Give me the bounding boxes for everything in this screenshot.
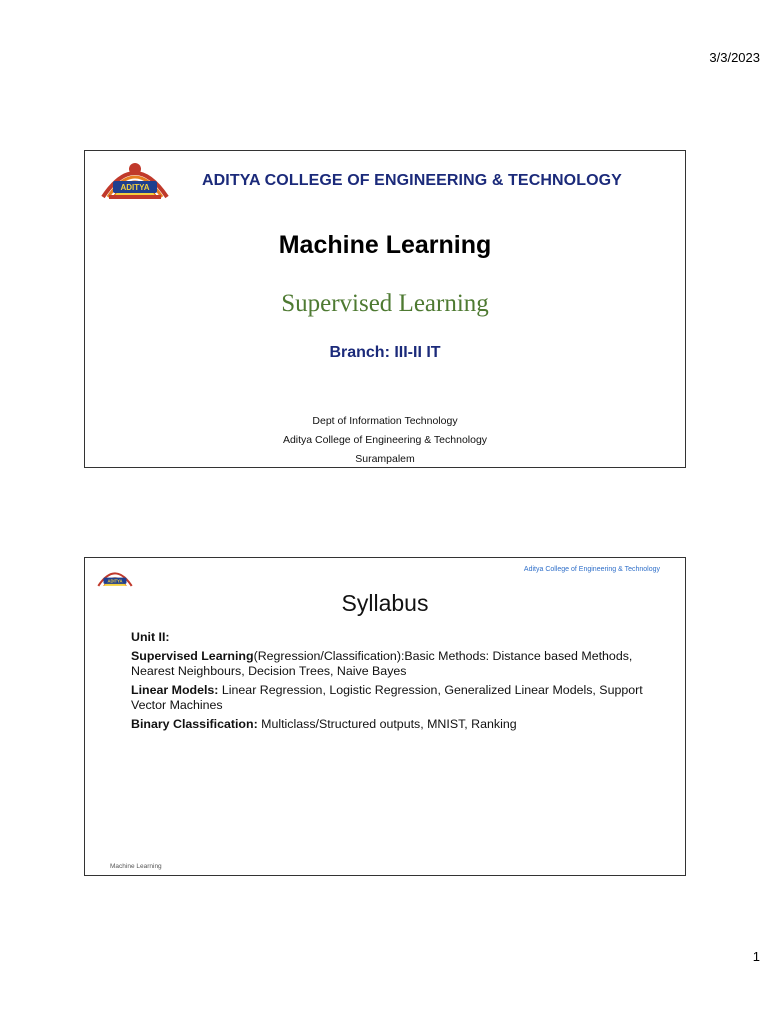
logo-text: ADITYA	[120, 183, 150, 192]
dept-line: Aditya College of Engineering & Technology	[282, 434, 488, 446]
syllabus-item: Linear Models: Linear Regression, Logistic Regression, Generalized Linear Models, Support Vector Machines	[131, 682, 643, 712]
college-title: ADITYA COLLEGE OF ENGINEERING & TECHNOLOGY	[202, 172, 622, 189]
syllabus-title: Syllabus	[341, 590, 429, 616]
syllabus-slide	[84, 557, 686, 876]
branch-line	[85, 344, 685, 362]
dept-block	[85, 412, 685, 469]
college-logo-small	[96, 564, 134, 588]
slide-footer: Machine Learning	[110, 863, 162, 870]
page-date: 3/3/2023	[709, 50, 760, 65]
branch-value: III-II IT	[394, 344, 441, 361]
slide-header: Aditya College of Engineering & Technology	[523, 566, 660, 573]
course-title: Machine Learning	[278, 231, 492, 259]
unit-heading: Unit II:	[131, 630, 170, 644]
syllabus-item: Binary Classification: Multiclass/Structured outputs, MNIST, Ranking	[131, 716, 517, 731]
branch-label: Branch:	[329, 344, 390, 361]
logo-text: ADITYA	[107, 578, 123, 584]
syllabus-item: Supervised Learning(Regression/Classification):Basic Methods: Distance based Methods, Nearest Neighbours, Decision Trees, Naive Bayes	[131, 648, 633, 678]
syllabus-body	[131, 630, 651, 735]
topic-title: Supervised Learning	[281, 290, 489, 317]
dept-line: Dept of Information Technology	[312, 415, 458, 427]
page-number: 1	[752, 949, 760, 964]
college-logo	[99, 155, 171, 201]
title-slide	[84, 150, 686, 468]
dept-line: Surampalem	[355, 453, 415, 465]
